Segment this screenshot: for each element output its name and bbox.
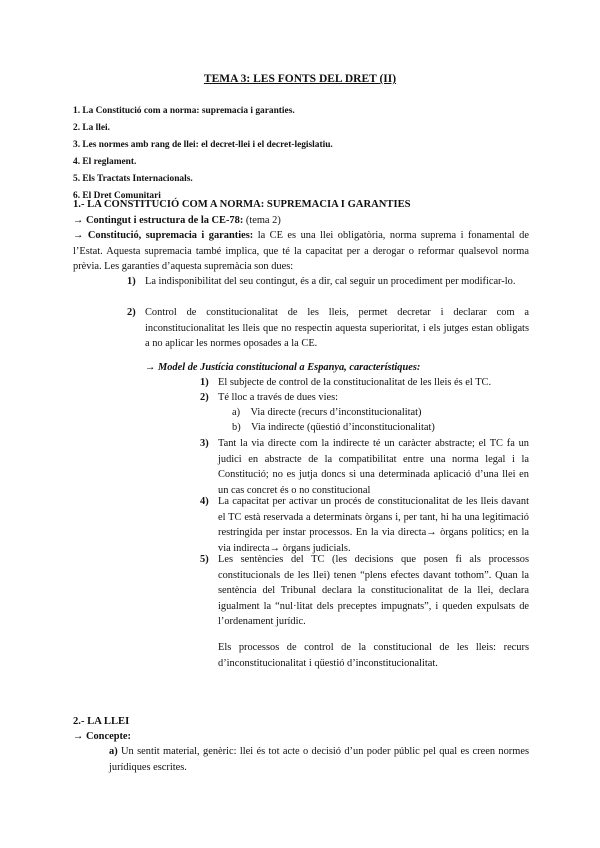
model-item xyxy=(200,552,529,630)
concept-paragraph xyxy=(73,228,529,275)
concept-text: la CE es una llei obligatòria, norma suprema i fonamental de l’Estat. Aquesta supremacia també implica, que té la capacitat per a derogar o reformar qualsevol norma prèvia. Les garanties d’aquesta supremàcia son dues: xyxy=(73,230,529,273)
model-item-text: Té lloc a través de dues vies: xyxy=(218,392,339,403)
guarantee-number: 1) xyxy=(127,276,136,287)
via-item: a) Via directe (recurs d’inconstitucionalitat) xyxy=(232,407,422,418)
concept-line xyxy=(73,729,529,745)
model-item-text: Les sentències del TC (les decisions que posen fi als processos constitucionals de les llei) tenen “plens efectes davant tothom”. Quan la sentència del Tribunal declara la constitucionalitat de la llei, declara igualment la “nul·litat dels preceptes impugnats”, i queden expulsats de l’ordenament jurídic. xyxy=(218,554,529,628)
guarantee-number: 2) xyxy=(127,307,136,318)
section-1-heading: 1.- LA CONSTITUCIÓ COM A NORMA: SUPREMACIA I GARANTIES xyxy=(73,199,411,210)
content-label: → Contingut i estructura de la CE-78: xyxy=(73,215,244,226)
toc-item: 1. La Constitució com a norma: supremacia i garanties. xyxy=(73,106,295,116)
model-item-number: 5) xyxy=(200,554,209,565)
model-item xyxy=(200,375,529,391)
model-item xyxy=(200,436,529,498)
section-2-heading: 2.- LA LLEI xyxy=(73,716,130,727)
model-heading: → Model de Justícia constitucional a Espanya, característiques: xyxy=(145,362,421,373)
toc-item: 2. La llei. xyxy=(73,123,110,133)
model-item-number: 3) xyxy=(200,438,209,449)
closing-paragraph: Els processos de control de la constitucional de les lleis: recurs d’inconstitucionalitat i qüestió d’inconstitucionalitat. xyxy=(218,642,529,669)
model-item-number: 2) xyxy=(200,392,209,403)
content-note: (tema 2) xyxy=(243,215,281,226)
toc-item: 5. Els Tractats Internacionals. xyxy=(73,174,193,184)
guarantee-text: Control de constitucionalitat de les lleis, permet decretar i declarar com a inconstitucionalitat les lleis que no respectin aquesta superioritat, i els jutges estan obligats a no aplicar les normes oposades a la CE. xyxy=(145,307,529,350)
concept-item-a xyxy=(109,744,529,775)
guarantee-text: La indisponibilitat del seu contingut, és a dir, cal seguir un procediment per modificar-lo. xyxy=(145,276,516,287)
page-title: TEMA 3: LES FONTS DEL DRET (II) xyxy=(203,73,397,85)
item-label: a) xyxy=(109,746,118,757)
concept-label: → Constitució, supremacia i garanties: xyxy=(73,230,254,241)
content-line xyxy=(73,213,529,229)
concept-label: → Concepte: xyxy=(73,731,132,742)
model-item-number: 4) xyxy=(200,496,209,507)
model-item xyxy=(200,390,529,406)
toc-item: 3. Les normes amb rang de llei: el decret-llei i el decret-legislatiu. xyxy=(73,140,333,150)
model-item-text: El subjecte de control de la constitucionalitat de les lleis és el TC. xyxy=(218,377,492,388)
model-item-number: 1) xyxy=(200,377,209,388)
table-of-contents xyxy=(73,103,533,205)
model-item-text: Tant la via directe com la indirecte té un caràcter abstracte; el TC fa un judici en abstracte de la compatibilitat entre una norma legal i la Constitució; no es jutja doncs si una determinada aplicació d’una llei en un cas concret és o no constitucional xyxy=(218,438,529,496)
item-text: Un sentit material, genèric: llei és tot acte o decisió d’un poder públic pel qual es creen normes jurídiques escrites. xyxy=(109,746,529,773)
via-item: b) Via indirecte (qüestió d’inconstitucionalitat) xyxy=(232,422,435,433)
model-item-text: La capacitat per activar un procés de constitucionalitat de les lleis davant el TC està reservada a determinats òrgans i, per tant, hi ha una legitimació restringida per instar processos. En la via directa→ òrgans polítics; en la via indirecta→ òrgans judicials. xyxy=(218,496,529,554)
toc-item: 6. El Dret Comunitari xyxy=(73,191,161,201)
guarantee-item xyxy=(127,305,529,352)
model-item xyxy=(200,494,529,556)
guarantee-item xyxy=(127,274,529,290)
toc-item: 4. El reglament. xyxy=(73,157,137,167)
